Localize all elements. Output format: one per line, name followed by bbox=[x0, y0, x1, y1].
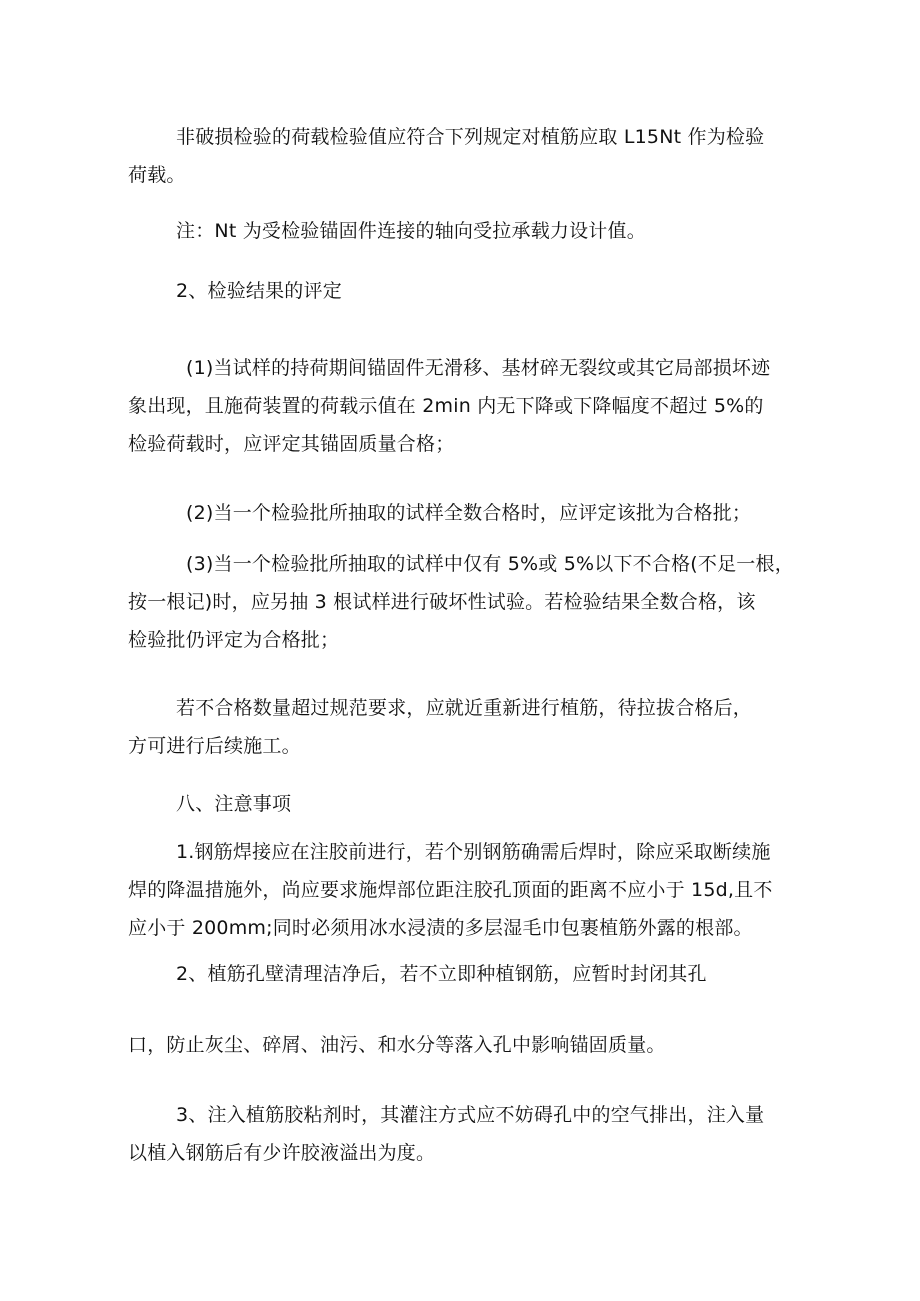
section-heading-precautions bbox=[128, 785, 800, 823]
paragraph-test-load bbox=[128, 118, 800, 194]
text-line: 应小于 200mm;同时必须用冰水浸渍的多层湿毛巾包裹植筋外露的根部。 bbox=[128, 917, 753, 939]
text-line: 按一根记)时，应另抽 3 根试样进行破坏性试验。若检验结果全数合格，该 bbox=[128, 591, 756, 613]
text-line: 象出现，且施荷装置的荷载示值在 2min 内无下降或下降幅度不超过 5%的 bbox=[128, 395, 764, 417]
text-line: 1.钢筋焊接应在注胶前进行，若个别钢筋确需后焊时，除应采取断续施 bbox=[176, 841, 771, 863]
text-line: 以植入钢筋后有少许胶液溢出为度。 bbox=[128, 1142, 436, 1164]
text-line: 口，防止灰尘、碎屑、油污、和水分等落入孔中影响锚固质量。 bbox=[128, 1034, 666, 1056]
text-line: 八、注意事项 bbox=[176, 793, 292, 815]
paragraph-note bbox=[128, 212, 800, 250]
text-line: (3)当一个检验批所抽取的试样中仅有 5%或 5%以下不合格(不足一根， bbox=[186, 553, 794, 575]
text-line: (2)当一个检验批所抽取的试样全数合格时，应评定该批为合格批； bbox=[186, 502, 752, 524]
text-line: 检验批仍评定为合格批； bbox=[128, 629, 340, 651]
section-heading-evaluation bbox=[128, 272, 800, 310]
text-line: 2、检验结果的评定 bbox=[176, 280, 342, 302]
paragraph-precaution-2-cont bbox=[128, 1026, 800, 1064]
text-line: (1)当试样的持荷期间锚固件无滑移、基材碎无裂纹或其它局部损坏迹 bbox=[186, 357, 771, 379]
text-line: 注：Nt 为受检验锚固件连接的轴向受拉承载力设计值。 bbox=[176, 220, 646, 242]
text-line: 焊的降温措施外，尚应要求施焊部位距注胶孔顶面的距离不应小于 15d,且不 bbox=[128, 879, 773, 901]
paragraph-precaution-3 bbox=[128, 1096, 800, 1172]
text-line: 荷载。 bbox=[128, 164, 186, 186]
text-line: 方可进行后续施工。 bbox=[128, 735, 301, 757]
paragraph-precaution-1 bbox=[128, 833, 800, 947]
text-line: 3、注入植筋胶粘剂时，其灌注方式应不妨碍孔中的空气排出，注入量 bbox=[176, 1104, 765, 1126]
paragraph-criterion-3 bbox=[128, 545, 800, 659]
text-line: 非破损检验的荷载检验值应符合下列规定对植筋应取 L15Nt 作为检验 bbox=[176, 126, 765, 148]
paragraph-criterion-1 bbox=[128, 349, 800, 463]
paragraph-precaution-2 bbox=[128, 955, 800, 993]
text-line: 检验荷载时，应评定其锚固质量合格； bbox=[128, 433, 455, 455]
paragraph-criterion-2 bbox=[128, 494, 800, 532]
paragraph-rework bbox=[128, 689, 800, 765]
text-line: 2、植筋孔壁清理洁净后，若不立即种植钢筋，应暂时封闭其孔 bbox=[176, 963, 707, 985]
text-line: 若不合格数量超过规范要求，应就近重新进行植筋，待拉拔合格后， bbox=[176, 697, 753, 719]
